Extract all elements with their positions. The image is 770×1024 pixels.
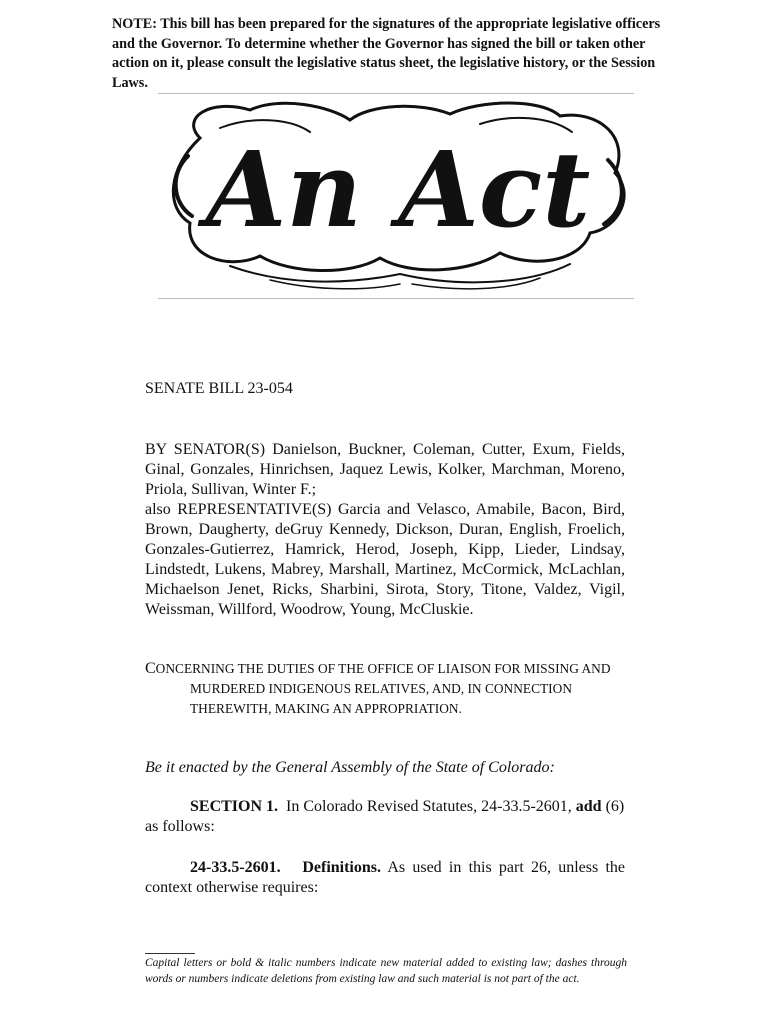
legislative-note: NOTE: This bill has been prepared for the signatures of the appropriate legislative officers and the Governor. To determine whether the Governor has signed the bill or taken other action on it, please consult the legislative status sheet, the legislative history, or the Session Laws. <box>112 16 661 91</box>
definitions-text: As used in this part 26, unless the context otherwise requires: <box>145 859 625 896</box>
section-1-text-after: (6) as follows: <box>145 798 625 835</box>
bill-title <box>145 659 625 719</box>
top-divider <box>158 93 634 94</box>
section-1-text-before: In Colorado Revised Statutes, 24-33.5-2601, <box>286 798 572 815</box>
bottom-divider <box>158 298 634 299</box>
house-sponsors: also REPRESENTATIVE(S) Garcia and Velasco, Amabile, Bacon, Bird, Brown, Daugherty, deGruy Kennedy, Dickson, Duran, English, Froelich, Gonzales-Gutierrez, Hamrick, Herod, Joseph, Kipp, Lieder, Lindsay, Lindstedt, Lukens, Mabrey, Marshall, Martinez, McCormick, McLachlan, Michaelson Jenet, Ricks, Sharbini, Sirota, Story, Titone, Valdez, Vigil, Weissman, Willford, Woodrow, Young, McCluskie. <box>145 501 625 618</box>
sponsors-block <box>145 440 625 620</box>
emblem-text: An Act <box>205 128 591 251</box>
definitions-heading: Definitions. <box>302 859 381 876</box>
bill-number: SENATE BILL 23-054 <box>145 380 293 397</box>
an-act-emblem <box>160 98 636 294</box>
section-1-add: add <box>575 798 602 815</box>
definitions-citation: 24-33.5-2601. <box>190 859 281 876</box>
footnote-divider <box>145 953 195 954</box>
title-line-3: THEREWITH, MAKING AN APPROPRIATION. <box>190 701 462 716</box>
enacting-clause: Be it enacted by the General Assembly of the State of Colorado: <box>145 759 555 776</box>
title-line-1: ONCERNING THE DUTIES OF THE OFFICE OF LIAISON FOR MISSING AND <box>155 661 611 676</box>
section-1 <box>145 797 625 837</box>
section-1-heading: SECTION 1. <box>190 798 279 815</box>
title-line-2: MURDERED INDIGENOUS RELATIVES, AND, IN CONNECTION <box>190 681 572 696</box>
senate-sponsors: BY SENATOR(S) Danielson, Buckner, Coleman, Cutter, Exum, Fields, Ginal, Gonzales, Hinrichsen, Jaquez Lewis, Kolker, Marchman, Moreno, Priola, Sullivan, Winter F.; <box>145 441 625 498</box>
definitions-paragraph <box>145 858 625 898</box>
footnote: Capital letters or bold & italic numbers indicate new material added to existing law; dashes through words or numbers indicate deletions from existing law and such material is not part of the act. <box>145 957 627 985</box>
title-initial: C <box>145 660 156 677</box>
